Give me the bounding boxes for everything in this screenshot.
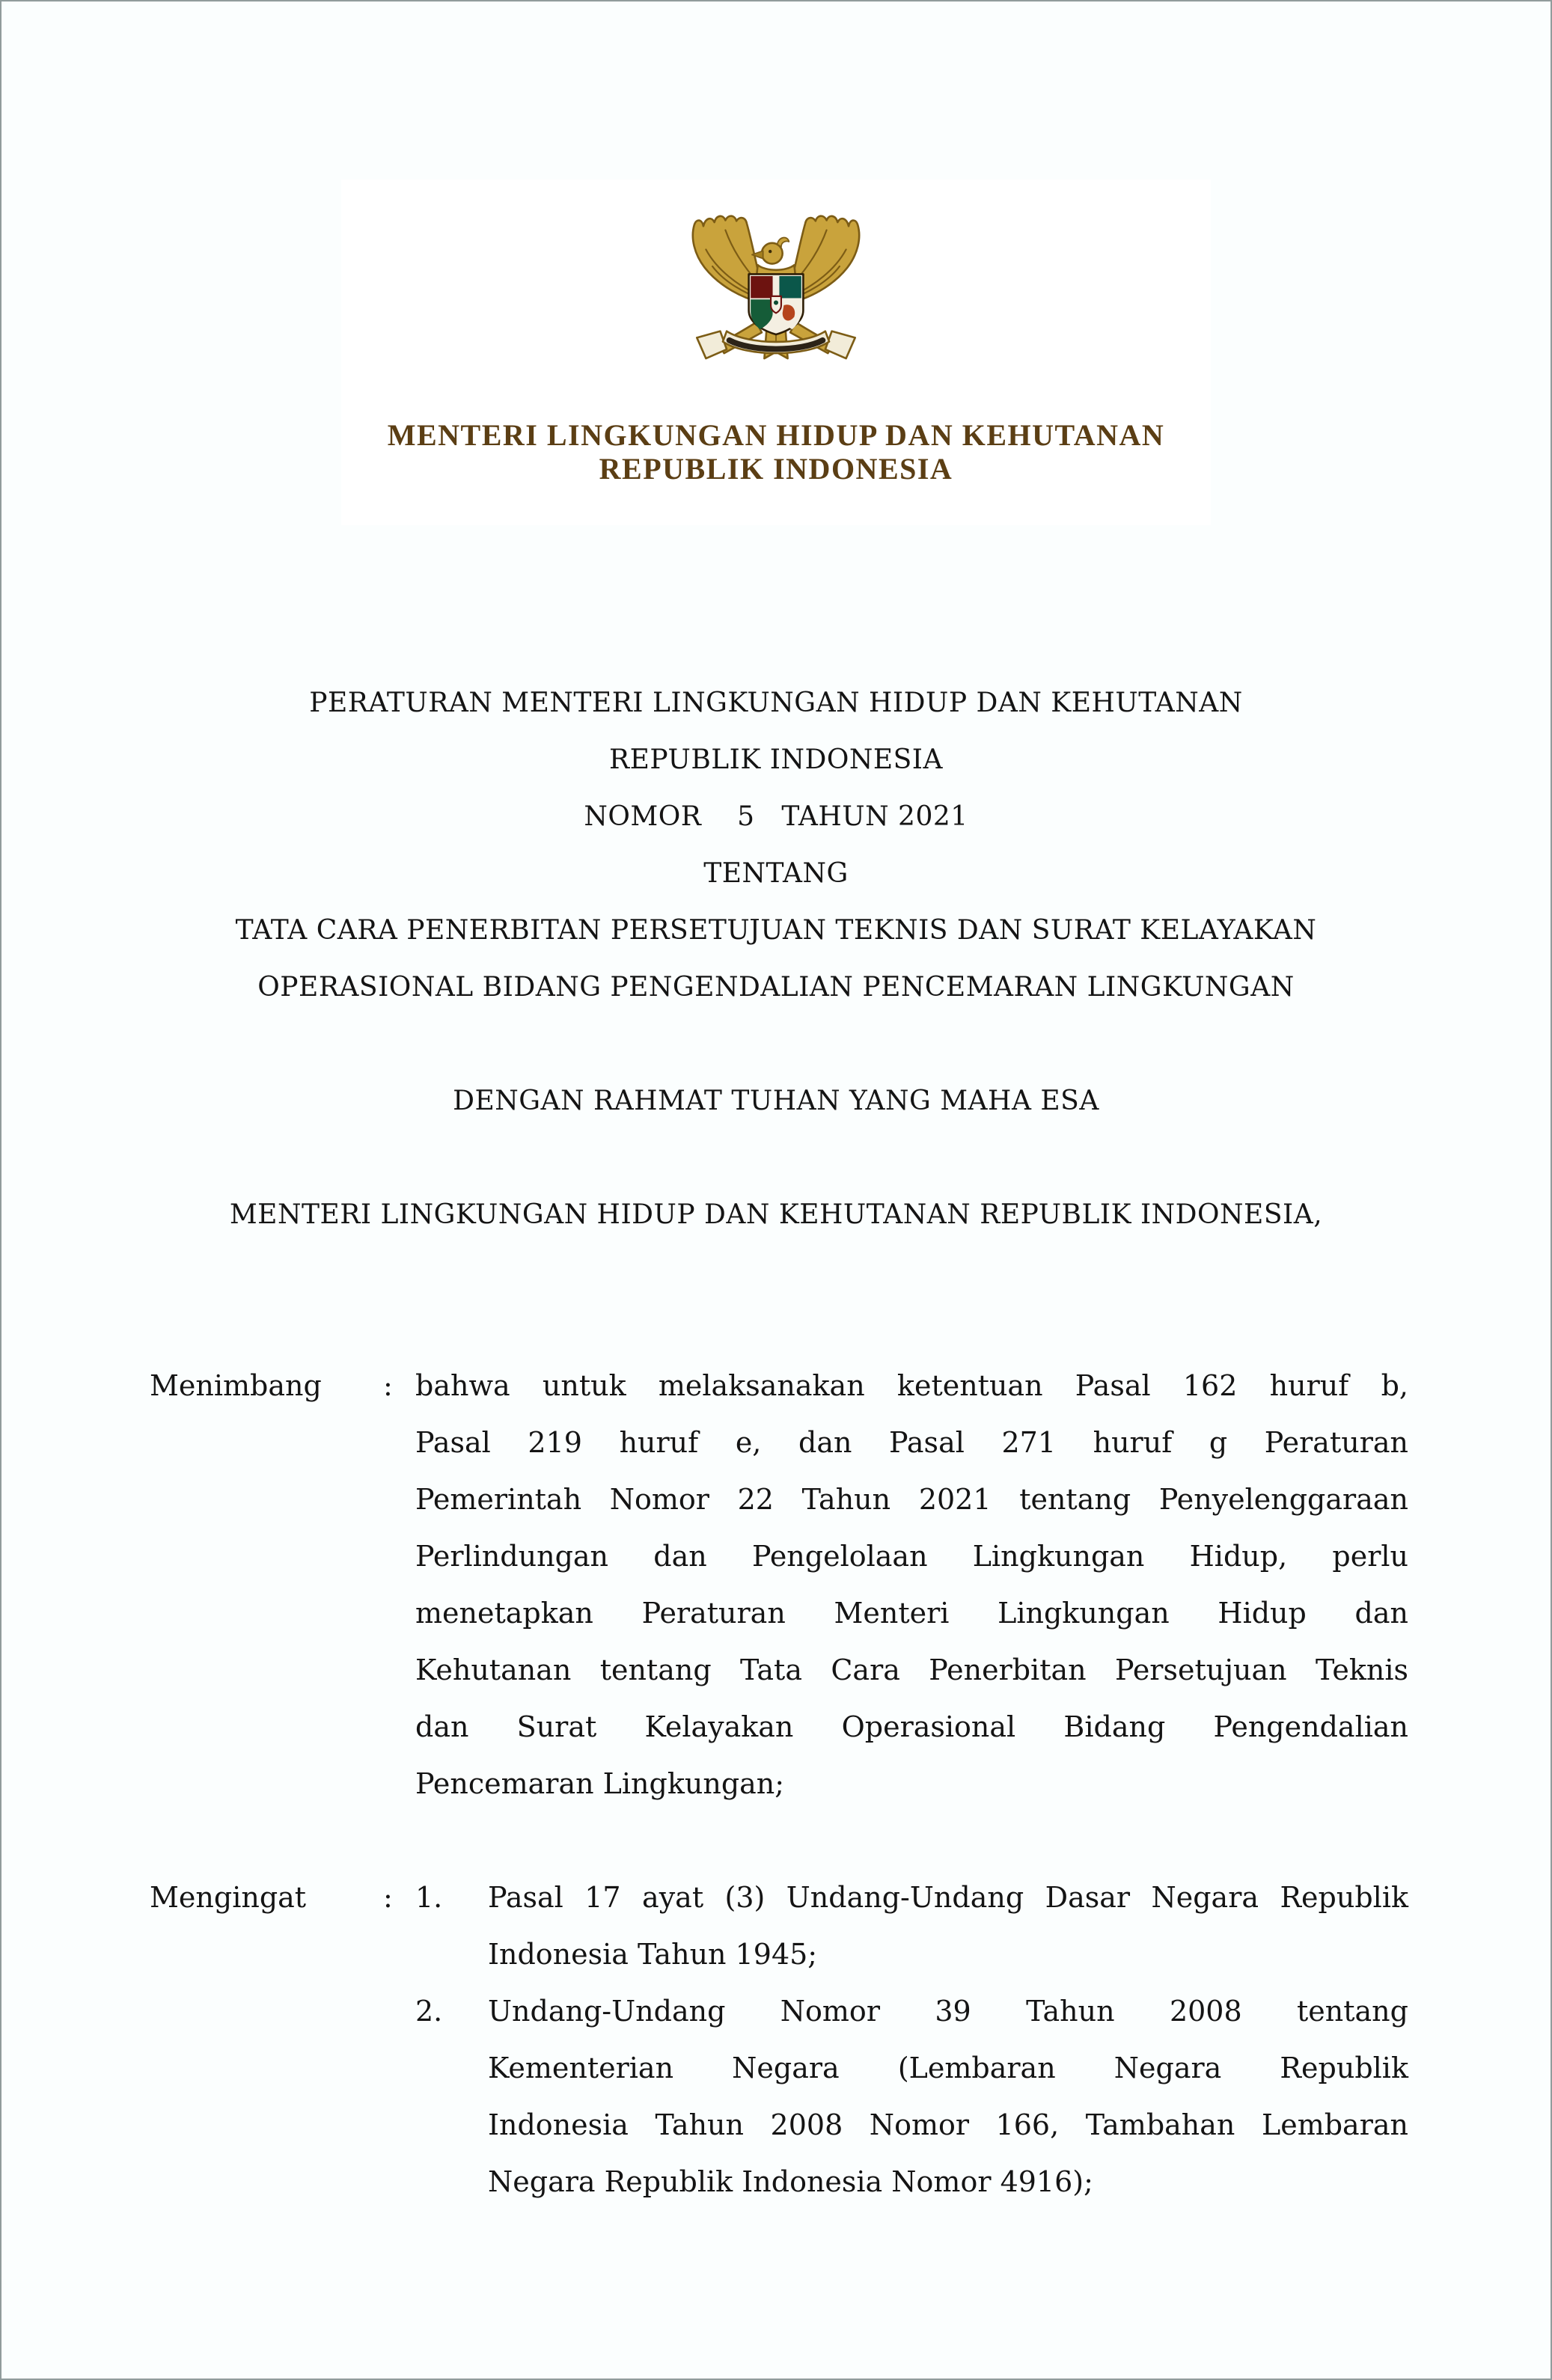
considering-label: Menimbang xyxy=(150,1369,322,1402)
letterhead-ministry-name: MENTERI LINGKUNGAN HIDUP DAN KEHUTANAN xyxy=(387,418,1165,452)
regulation-title-line2: REPUBLIK INDONESIA xyxy=(609,744,943,775)
regulation-title-block xyxy=(1,675,1551,1243)
legal-basis-section xyxy=(150,1869,1408,2210)
legal-item-number: 2. xyxy=(415,1995,443,2028)
considering-colon: : xyxy=(383,1369,393,1402)
legal-basis-label: Mengingat xyxy=(150,1881,307,1914)
regulation-subject-line1: TATA CARA PENERBITAN PERSETUJUAN TEKNIS DAN SURAT KELAYAKAN xyxy=(235,915,1317,946)
legal-basis-list xyxy=(415,1869,1408,2210)
legal-item-text: Pasal 17 ayat (3) Undang-Undang Dasar Negara Republik Indonesia Tahun 1945; xyxy=(488,1881,1408,1971)
regulation-tentang-label: TENTANG xyxy=(703,858,849,889)
considering-paragraph: bahwa untuk melaksanakan ketentuan Pasal 162 huruf b, Pasal 219 huruf e, dan Pasal 271 huruf g Peraturan Pemerintah Nomor 22 Tahun 2021 tentang Penyelenggaraan Perlindungan dan Pengelolaan Lingkungan Hidup, perlu menetapkan Peraturan Menteri Lingkungan Hidup dan Kehutanan tentang Tata Cara Penerbitan Persetujuan Teknis dan Surat Kelayakan Operasional Bidang Pengendalian Pencemaran Lingkungan; xyxy=(415,1369,1408,1800)
legal-item-text: Undang-Undang Nomor 39 Tahun 2008 tentang Kementerian Negara (Lembaran Negara Republik Indonesia Tahun 2008 Nomor 166, Tambahan Lembaran Negara Republik Indonesia Nomor 4916); xyxy=(488,1995,1408,2198)
invocation-line: DENGAN RAHMAT TUHAN YANG MAHA ESA xyxy=(453,1086,1099,1116)
regulation-subject-line2: OPERASIONAL BIDANG PENGENDALIAN PENCEMARAN LINGKUNGAN xyxy=(257,972,1295,1003)
legal-basis-item xyxy=(415,1869,1408,1983)
regulation-number-line: NOMOR 5 TAHUN 2021 xyxy=(584,801,968,832)
enacting-authority-line: MENTERI LINGKUNGAN HIDUP DAN KEHUTANAN REPUBLIK INDONESIA, xyxy=(229,1199,1323,1230)
legal-basis-item xyxy=(415,1983,1408,2210)
legal-item-number: 1. xyxy=(415,1881,443,1914)
garuda-pancasila-emblem xyxy=(659,189,893,383)
ministry-letterhead xyxy=(341,180,1211,525)
document-body xyxy=(1,1357,1551,2210)
letterhead-country-name: REPUBLIK INDONESIA xyxy=(599,452,953,486)
considering-section xyxy=(150,1357,1408,1812)
legal-basis-colon: : xyxy=(383,1881,393,1914)
regulation-title-line1: PERATURAN MENTERI LINGKUNGAN HIDUP DAN KEHUTANAN xyxy=(309,688,1243,718)
